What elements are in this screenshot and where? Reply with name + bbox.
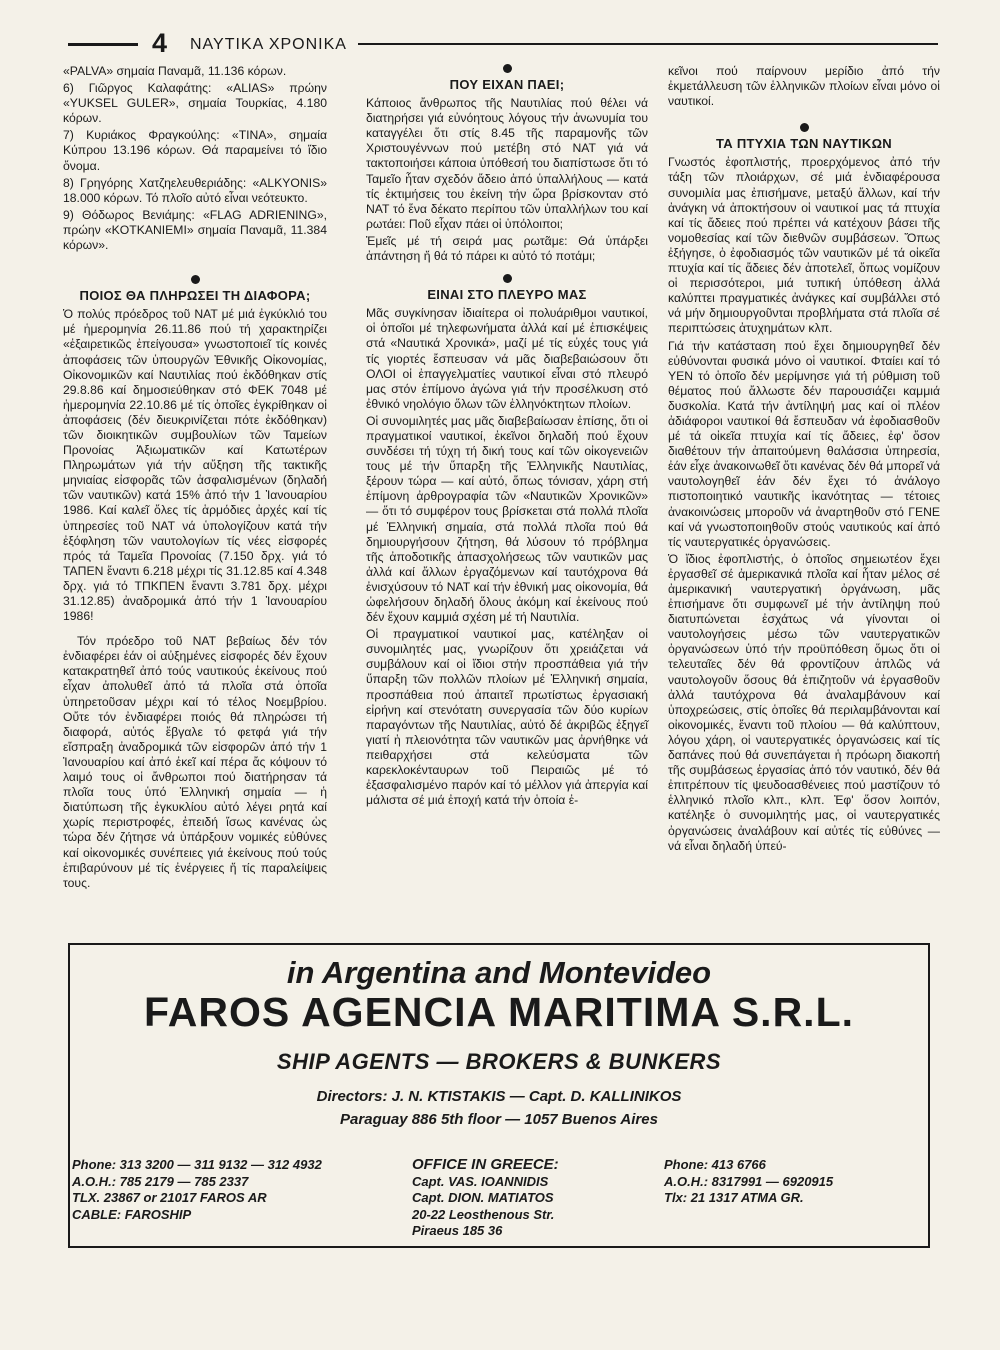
contact-line: Phone: 413 6766 <box>664 1157 766 1172</box>
bullet-dot-icon <box>503 64 512 73</box>
contact-line: CABLE: FAROSHIP <box>72 1206 192 1222</box>
publication-title: ΝΑΥΤΙΚΑ ΧΡΟΝΙΚΑ <box>190 36 347 53</box>
article-paragraph: Οἱ συνομιλητές μας μᾶς διαβεβαίωσαν ἐπίσης, ὅτι οἱ πραγματικοί ναυτικοί, ἐκεῖνοι δηλαδή πού ἔχουν συνδέσει τή τύχη τή δική τους καί τῶν οἰκογενειῶν τους μέ τήν ὕπαρξη τῆς Ἑλληνικῆς Ναυτιλίας, ξέρουν τώρα — καί αὐτό, ὅπως τόνισαν, χάρη στή ἐπίμονη ἀρθρογραφία τῶν «Ναυτικῶν Χρονικῶν» — ὅτι τό συμφέρον τους βρίσκεται στά πολλά πλοῖα μέ Ἑλληνική σημαία, στά πολλά πλοῖα πού θά δημιουργήσουν ζήτηση, θά λύσουν τό πρόβλημα τῆς ἀποδοτικῆς ἀπασχολήσεως τῶν ναυτικῶν μας ἀλλά καί ἄλλων ἐργαζόμενων καί ταυτόχρονα θά ἐνισχύσουν τό ΝΑΤ καί τήν ἐθνική μας οἰκονομία, θά ὠφελήσουν δηλαδή ὅλους ἀκόμη καί ἐκείνους πού δέν ἔχουν καμμιά σχέση μέ τή Ναυτιλία. <box>366 413 648 625</box>
contact-line: TLX. 23867 or 21017 FAROS AR <box>72 1190 267 1205</box>
article-paragraph: Ἐμεῖς μέ τή σειρά μας ρωτᾶμε: Θά ὑπάρξει ἀπάντηση ἤ θά τό πάρει κι αὐτό τό ποτάμι; <box>366 233 648 264</box>
list-item: 6) Γιῶργος Καλαφάτης: «ALIAS» πρώην «YUKSEL GULER», σημαία Τουρκίας, 4.180 κόρων. <box>63 81 327 126</box>
bullet-dot-icon <box>800 123 809 132</box>
article-paragraph: Μᾶς συγκίνησαν ἰδιαίτερα οἱ πολυάριθμοι ναυτικοί, οἱ ὁποῖοι μέ τηλεφωνήματα ἀλλά καί μέ ἐπισκέψεις στά «Ναυτικά Χρονικά», μαζί μέ τίς εὐχές τους γιά τίς γιορτές ἔσπευσαν νά μᾶς διαβεβαιώσουν ὅτι ΟΛΟΙ οἱ ἐπαγγελματίες ναυτικοί εἶναι στό πλευρό μας στόν ἐπίμονο ἀγώνα γιά τήν προσέλκυση στό ἐθνικό νηολόγιο ὅλων τῶν ἑλληνόκτητων πλοίων. <box>366 306 648 411</box>
ad-contact-argentina <box>72 1157 322 1223</box>
list-item: «PALVA» σημαία Παναμᾶ, 11.136 κόρων. <box>63 64 287 78</box>
bullet-dot-icon <box>503 274 512 283</box>
page-number: 4 <box>152 28 168 58</box>
article-paragraph: Κάποιος ἄνθρωπος τῆς Ναυτιλίας πού θέλει νά διατηρήσει γιά εὐνόητους λόγους τήν ἀνωνυμία του καταγγέλει ὅτι στίς 8.45 τῆς παραμονῆς τῶν Χριστουγέννων πού μετέβη στό ΝΑΤ γιά νά τακτοποιήσει κάποια ὑπόθεσή του διαπίστωσε ὅτι τό Ταμεῖο ἦταν σχεδόν ἄδειο ἀπό ὑπαλλήλους — κατά τίς ἐκτιμήσεις του ἐκείνη τήν ὥρα βρίσκονταν στό ΝΑΤ τό ἕνα δέκατο περίπου τῶν ὑπαλλήλων του καί ρωτάει: Ποῦ εἶχαν πάει οἱ ὑπόλοιποι; <box>366 96 648 231</box>
page-header <box>68 30 938 60</box>
article-paragraph: Ὁ πολύς πρόεδρος τοῦ ΝΑΤ μέ μιά ἐγκύκλιό του μέ ἡμερομηνία 26.11.86 πού τή χαρακτηρίζει «ἐξαιρετικῶς ἐπείγουσα» γνωστοποιεῖ τίς κοινές ἀποφάσεις τῶν ὑπουργῶν Ἐθνικῆς Οἰκονομίας, Οἰκονομικῶν καί Ναυτιλίας πού ἐκδόθηκαν στίς 29.8.86 καί δημοσιεύθηκαν στό ΦΕΚ 7048 μέ ἡμερομηνία 22.10.86 μέ τίς ὁποῖες ἐγκρίθηκαν οἱ ἀποφάσεις (δέν διευκρινίζεται πότε ἐκδόθηκαν) τῶν διοικητικῶν συμβουλίων τῶν Ταμείων Προνοίας Ἀξιωματικῶν καί Κατωτέρων Πληρωμάτων γιά τήν αὔξηση τῆς τακτικῆς μηνιαίας εἰσφορᾶς τῶν ἀσφαλισμένων (δηλαδή τῶν ναυτικῶν) κατά 15% ἀπό τήν 1 Ἰανουαρίου 1986. Καί καλεῖ ὅλες τίς ἁρμόδιες ἀρχές καί τίς ὑπηρεσίες τοῦ ΝΑΤ νά ὑπολογίζουν κατά τήν ἐξόφληση τῶν ναυτολογίων τίς νέες εἰσφορές πρός τά Ταμεῖα Προνοίας (7.150 δρχ. γιά τό ΤΑΠΕΝ ἔναντι 6.218 μέχρι τίς 31.12.85 καί 4.348 δρχ. γιά τό ΤΠΚΠΕΝ ἔναντι 3.781 δρχ. μέχρι 31.12.85) ἀναδρομικά ἀπό τήν 1 Ἰανουαρίου 1986! <box>63 307 327 624</box>
list-item: 8) Γρηγόρης Χατζηελευθεριάδης: «ALKYONIS» 18.000 κόρων. Τό πλοῖο αὐτό εἶναι νεότευκτο. <box>63 175 327 205</box>
bullet-dot-icon <box>191 275 200 284</box>
column-1 <box>63 64 327 893</box>
ad-tagline: in Argentina and Montevideo <box>286 955 712 990</box>
ad-services: SHIP AGENTS — BROKERS & BUNKERS <box>276 1049 722 1074</box>
article-heading: ΤΑ ΠΤΥΧΙΑ ΤΩΝ ΝΑΥΤΙΚΩΝ <box>715 136 892 152</box>
advertisement-box <box>68 943 930 1248</box>
column-3 <box>668 64 940 856</box>
article-paragraph: Ὁ ἴδιος ἐφοπλιστής, ὁ ὁποῖος σημειωτέον ἔχει ἐργασθεῖ σέ ἀμερικανικά πλοῖα καί ἦταν μέλος σέ ἀμερικανική ναυτεργατική ὀργάνωση, μᾶς ἐπισήμανε ὅτι συμφωνεῖ μέ τήν ἀντίληψη πού διατυπώνεται ἐσχάτως νά γίνονται οἱ ναυτολογήσεις μέσω τῶν ναυτεργατικῶν ὀργανώσεων ὑπό τήν προϋπόθεση ὅμως ὅτι οἱ τελευταῖες δέν θά φροντίζουν ἁπλῶς νά ναυτολογοῦν ὅσους θά ἐπιζητοῦν νά ἐργασθοῦν ἀλλά ταυτόχρονα θά ἀναλαμβάνουν καί ὑποχρεώσεις, στίς ὁποῖες θά περιλαμβάνονται καί οἰκονομικές, ἔναντι τοῦ πλοίου — θά καλύπτουν, λόγου χάρη, οἱ ναυτεργατικές ὀργανώσεις καί τίς δαπάνες πού θά συνεπάγεται ἡ πρόωρη διακοπή τῆς συμβάσεως ἐργασίας ἀπό τόν ναυτικό, δέν θά ἐπιτρέπουν τίς ψευδοασθένειες πού μαστίζουν τό ἑλληνικό πλοῖο κλπ., κλπ. Ἐφ' ὅσον λοιπόν, κατέληξε ὁ συνομιλητής μας, οἱ ναυτεργατικές ὀργανώσεις ἀναλάβουν καί αὐτές τίς εὐθύνες — νά εἶναι δηλαδή ὑπεύ- <box>668 551 940 853</box>
contact-line: 20-22 Leosthenous Str. <box>412 1206 555 1222</box>
ad-company-name: FAROS AGENCIA MARITIMA S.R.L. <box>143 989 855 1035</box>
contact-line: Capt. VAS. IOANNIDIS <box>412 1173 549 1189</box>
article-heading: ΠΟΙΟΣ ΘΑ ΠΛΗΡΩΣΕΙ ΤΗ ΔΙΑΦΟΡΑ; <box>79 288 311 304</box>
list-item: 7) Κυριάκος Φραγκούλης: «TINA», σημαία Κύπρου 13.196 κόρων. Θά παραμείνει τό ἴδιο ὄνομα. <box>63 128 327 173</box>
ad-address: Paraguay 886 5th floor — 1057 Buenos Aires <box>340 1111 658 1128</box>
article-paragraph: Γνωστός ἐφοπλιστής, προερχόμενος ἀπό τήν τάξη τῶν πλοιάρχων, σέ μιά ἐνδιαφέρουσα συνομιλία μας ἐπισήμανε, μεταξύ ἄλλων, καί τήν ἀνάγκη νά ἀποκτήσουν οἱ ναυτικοί μας τά πτυχία καί τίς ἄδειες πού πρέπει νά κατέχουν βάσει τῆς νομοθεσίας καί τῶν διεθνῶν συμβάσεων. Ὅπως ἐξήγησε, ὁ ἐφοδιασμός τῶν ναυτικῶν μέ τά οἰκεῖα πτυχία καί τίς ἄδειες δέν ἀποτελεῖ, ὅπως νομίζουν οἱ περισσότεροι, μιά τυπική ὑπόθεση ἀλλά καλύπτει πραγματικές ἀνάγκες καί συμβάλλει στό νά μήν δημιουργοῦνται προβλήματα στά πλοῖα σέ περιπτώσεις ἀτυχημάτων κλπ. <box>668 155 940 336</box>
article-paragraph: Οἱ πραγματικοί ναυτικοί μας, κατέληξαν οἱ συνομιλητές μας, γνωρίζουν ὅτι χρειάζεται νά συμβάλουν καί οἱ ἴδιοι στήν προσπάθεια γιά τήν ὕπαρξη τῶν πολλῶν πλοίων μέ Ἑλληνική σημαία, προσπάθεια πού ἀπαιτεῖ πρωτίστως ἐργασιακή εἰρήνη καί στενότατη συνεργασία τῶν δύο κυρίων παραγόντων τῆς Ναυτιλίας, αὐτό δέ ἀκριβῶς ἐξηγεῖ γιατί ἡ πλειονότητα τῶν ναυτικῶν μας ἀρνήθηκε νά πειθαρχήσει στά κελεύσματα τῶν καρεκλοκένταυρων τοῦ Πειραιῶς μέ τό ἐξασφαλισμένο παρόν καί τό μέλλον γιά ἀπεργία καί μάλιστα σέ μιά ἐποχή κατά τήν ὁποία ἐ- <box>366 627 648 808</box>
contact-line: Tlx: 21 1317 ATMA GR. <box>664 1190 804 1205</box>
contact-line: Capt. DION. MATIATOS <box>412 1190 554 1205</box>
article-paragraph: Γιά τήν κατάσταση πού ἔχει δημιουργηθεῖ δέν εὐθύνονται φυσικά μόνο οἱ ναυτικοί. Φταίει καί τό ΥΕΝ τό ὁποῖο δέν μερίμνησε γιά τή ρύθμιση τοῦ θέματος πού ἄλλωστε δέν παρουσιάζει καμμιά δυσκολία. Κατά τήν ἀντίληψή μας καί οἱ πλέον ἀδιάφοροι ναυτικοί θά ἔσπευδαν νά ἐφοδιασθοῦν μέ τά οἰκεῖα πτυχία καί τίς ἄδειες, ἐφ' ὅσον διαθέτουν τήν ἀπαιτούμενη θαλάσσια ὑπηρεσία, ἐάν εἶχε ἀνακοινωθεῖ ὅτι κανένας δέν θά μπορεῖ νά ναυτολογηθεῖ ἐάν δέν ἔχει τό ἀνάλογο πιστοποιητικό ναυτικῆς ἱκανότητας — τέτοιες ἀνακοινώσεις μποροῦν νά ἀναρτηθοῦν στό ΓΕΝΕ καί νά γνωστοποιηθοῦν στούς ναυτικούς καί ἀπό τίς ναυτεργατικές ὀργανώσεις. <box>668 338 940 549</box>
ad-contact-greece-phones <box>664 1157 833 1207</box>
list-item: 9) Θόδωρος Βενιάμης: «FLAG ADRIENING», πρώην «KOTKANIEMI» σημαία Παναμᾶ, 11.384 κόρων». <box>63 207 327 253</box>
article-heading: ΠΟΥ ΕΙΧΑΝ ΠΑΕΙ; <box>449 77 565 92</box>
header-rule-left <box>68 43 138 46</box>
ad-directors: Directors: J. N. KTISTAKIS — Capt. D. KALLINIKOS <box>316 1088 682 1105</box>
office-title: OFFICE IN GREECE: <box>412 1156 559 1173</box>
contact-line: Piraeus 185 36 <box>412 1223 503 1238</box>
ad-contact-greece <box>412 1157 559 1240</box>
contact-line: Phone: 313 3200 — 311 9132 — 312 4932 <box>72 1157 322 1172</box>
article-paragraph: κεῖνοι πού παίρνουν μερίδιο ἀπό τήν ἐκμετάλλευση τῶν ἑλληνικῶν πλοίων εἶναι μόνο οἱ ναυτικοί. <box>668 64 940 109</box>
contact-line: A.O.H.: 8317991 — 6920915 <box>664 1173 834 1189</box>
article-heading: ΕΙΝΑΙ ΣΤΟ ΠΛΕΥΡΟ ΜΑΣ <box>427 287 587 303</box>
article-paragraph: Τόν πρόεδρο τοῦ ΝΑΤ βεβαίως δέν τόν ἐνδιαφέρει ἐάν οἱ αὐξημένες εἰσφορές δέν ἔχουν κατακρατηθεῖ ἀπό τούς ναυτικούς ἐκείνους πού εἶχαν ἀπολυθεῖ ἀπό τά πλοῖα στά ὁποῖα ὑπηρετοῦσαν μέχρι καί τό τέλος Νοεμβρίου. Οὔτε τόν ἐνδιαφέρει ποιός θά πληρώσει τή διαφορά, αὐτός ἔβγαλε τό φετφά γιά τήν εἴσπραξη ἀναδρομικά τῶν εἰσφορῶν ἀπό τήν 1 Ἰανουαρίου καί ἀπό ἐκεῖ καί πέρα ἄς κόψουν τό λαιμό τους οἱ ἄνθρωποι πού διατήρησαν τά πλοῖα τους ὑπό Ἑλληνική σημαία — ἡ διατύπωση τῆς ἐγκυκλίου αὐτό λέγει ρητά καί χωρίς περιστροφές, ἐπειδή ἴσως κανένας ὡς τώρα δέν ζήτησε νά ὑπάρξουν νομικές εὐθύνες καί οἰκονομικές συνέπειες γιά ἐκείνους πού τούς ἐπιβαρύνουν μέ τίς ἐνέργειες ἤ τίς παραλείψεις τους. <box>63 634 327 890</box>
header-rule-right <box>358 43 938 45</box>
column-2 <box>366 64 648 810</box>
contact-line: A.O.H.: 785 2179 — 785 2337 <box>72 1173 249 1189</box>
